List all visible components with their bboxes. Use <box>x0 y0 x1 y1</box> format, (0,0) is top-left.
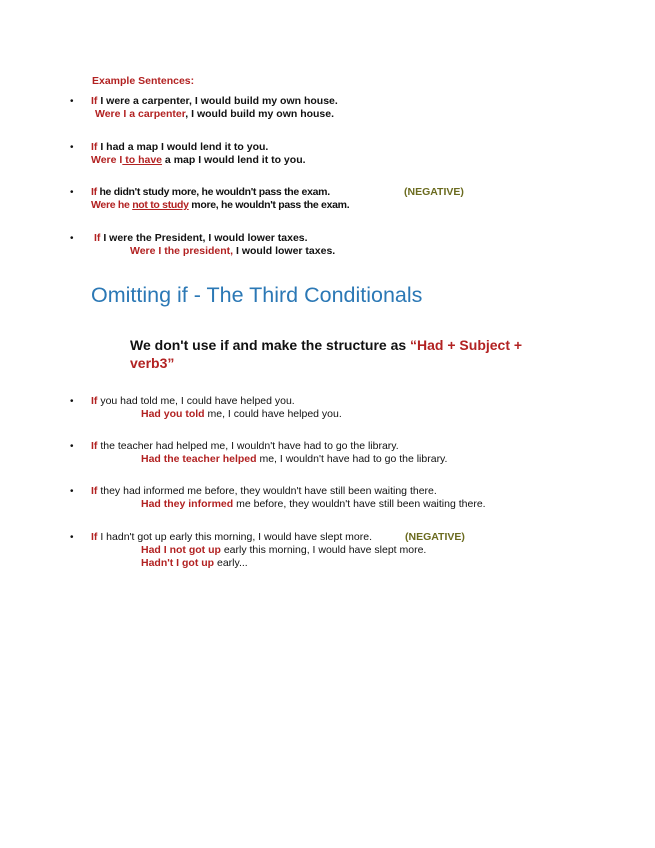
sentence-rest: me before, they wouldn't have still been waiting there. <box>233 498 486 510</box>
inverted-part: Had I not got up <box>141 544 221 556</box>
structure-rule <box>130 336 580 372</box>
bullet: • <box>70 532 74 543</box>
sentence-if <box>91 531 372 544</box>
negative-tag: (NEGATIVE) <box>405 531 465 543</box>
sentence-inverted <box>91 199 349 212</box>
underlined-part: not to study <box>132 199 189 211</box>
sentence-inverted <box>141 453 447 466</box>
rule-text: We don't use if and make the structure as <box>130 337 411 353</box>
sentence-inverted <box>141 544 426 557</box>
if-word: If <box>91 141 98 153</box>
sentence-if <box>91 141 268 154</box>
bullet: • <box>70 486 74 497</box>
sentence-inverted <box>130 245 335 258</box>
inverted-part: Were I the president, <box>130 245 234 257</box>
bullet: • <box>70 233 74 244</box>
bullet: • <box>70 187 74 198</box>
if-word: If <box>94 232 101 244</box>
sentence-if <box>94 232 308 245</box>
inverted-part: Were he <box>91 199 130 211</box>
sentence-rest: , I would build my own house. <box>185 108 335 120</box>
sentence-if <box>91 395 295 408</box>
rule-formula: “Had + Subject + <box>410 337 523 353</box>
inverted-part: Had the teacher helped <box>141 453 257 465</box>
inverted-part: Were I a carpenter <box>95 108 186 120</box>
sentence-rest: me, I wouldn't have had to go the library. <box>256 453 448 465</box>
sentence-if <box>91 485 437 498</box>
sentence-rest: I had a map I would lend it to you. <box>97 141 269 153</box>
inverted-part: Had they informed <box>141 498 234 510</box>
sentence-if <box>91 440 399 453</box>
sentence-rest: me, I could have helped you. <box>204 408 342 420</box>
sentence-rest: I would lower taxes. <box>233 245 336 257</box>
sentence-rest: more, he wouldn't pass the exam. <box>188 199 350 211</box>
sentence-inverted <box>141 498 486 511</box>
sentence-inverted-short <box>141 557 248 570</box>
if-word: If <box>91 485 98 497</box>
sentence-inverted <box>91 154 306 167</box>
sentence-rest: you had told me, I could have helped you. <box>97 395 295 407</box>
if-word: If <box>91 440 98 452</box>
bullet: • <box>70 441 74 452</box>
sentence-inverted <box>141 408 342 421</box>
bullet: • <box>70 396 74 407</box>
sentence-if <box>91 95 338 108</box>
underlined-part: to have <box>122 154 163 166</box>
sentence-inverted <box>95 108 334 121</box>
sentence-rest: I were the President, I would lower taxes. <box>100 232 308 244</box>
section-title: Omitting if - The Third Conditionals <box>91 283 423 307</box>
inverted-part: Were I <box>91 154 123 166</box>
sentence-rest: the teacher had helped me, I wouldn't have had to go the library. <box>97 440 399 452</box>
sentence-rest: early... <box>214 557 248 569</box>
bullet: • <box>70 142 74 153</box>
sentence-rest: I were a carpenter, I would build my own house. <box>97 95 338 107</box>
sentence-rest: they had informed me before, they wouldn't have still been waiting there. <box>97 485 437 497</box>
sentence-rest: I hadn't got up early this morning, I would have slept more. <box>97 531 372 543</box>
if-word: If <box>91 395 98 407</box>
if-word: If <box>91 186 97 198</box>
sentence-if <box>91 186 330 199</box>
sentence-rest: a map I would lend it to you. <box>162 154 306 166</box>
inverted-part: Had you told <box>141 408 205 420</box>
sentence-rest: early this morning, I would have slept more. <box>220 544 427 556</box>
rule-formula-end: verb3” <box>130 355 175 371</box>
if-word: If <box>91 95 98 107</box>
example-sentences-heading: Example Sentences: <box>92 75 195 87</box>
bullet: • <box>70 96 74 107</box>
if-word: If <box>91 531 98 543</box>
sentence-rest: he didn't study more, he wouldn't pass the exam. <box>96 186 330 198</box>
negative-tag: (NEGATIVE) <box>404 186 464 198</box>
inverted-part: Hadn't I got up <box>141 557 215 569</box>
